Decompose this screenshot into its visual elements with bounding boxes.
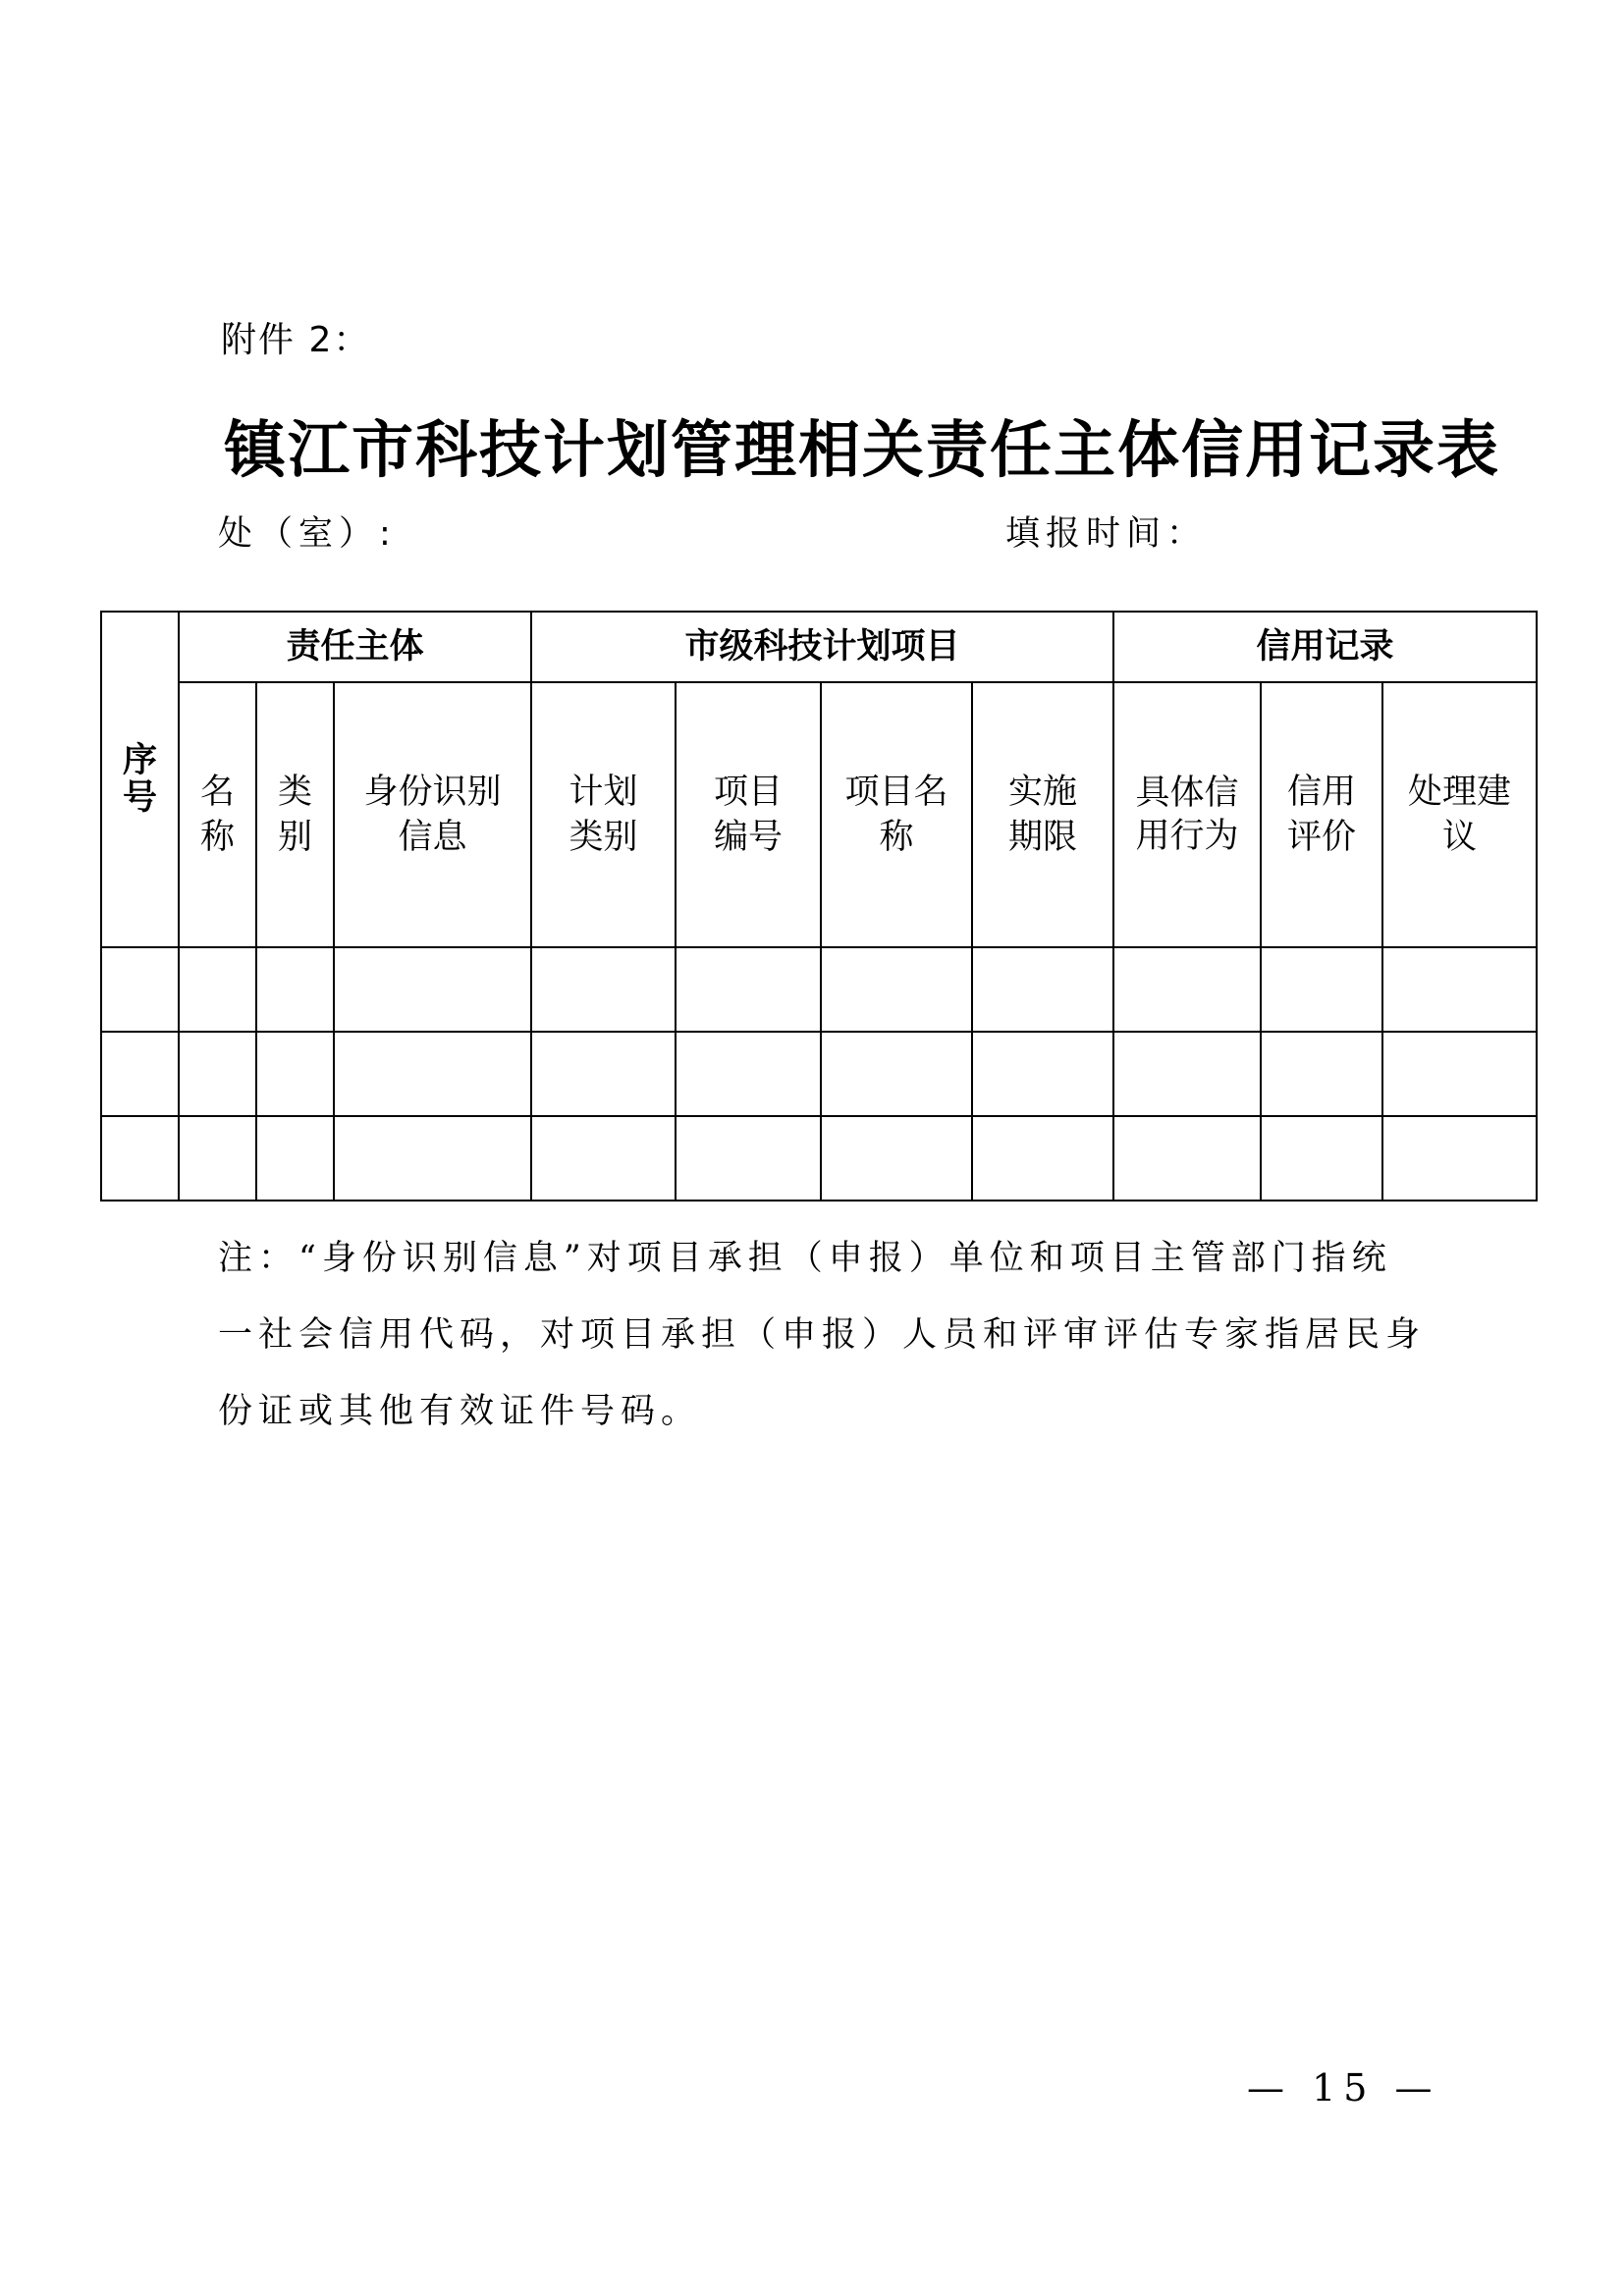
footnote: 注：“身份识别信息”对项目承担（申报）单位和项目主管部门指统一社会信用代码，对项目承担（申报）人员和评审评估专家指居民身份证或其他有效证件号码。 — [218, 1239, 1427, 1431]
fill-time-label: 填报时间： — [1005, 514, 1208, 554]
header-group-credit: 信用记录 — [1113, 612, 1537, 682]
header-handling-suggestion: 处理建议 — [1408, 773, 1512, 857]
office-label: 处（室）: — [218, 514, 397, 554]
credit-record-table — [100, 611, 1538, 1201]
document-title: 镇江市科技计划管理相关责任主体信用记录表 — [224, 413, 1500, 486]
header-seq: 序号 — [101, 612, 179, 947]
header-credit-behavior: 具体信用行为 — [1135, 774, 1239, 856]
header-implementation-period: 实施期限 — [1008, 773, 1078, 857]
attachment-label: 附件 2： — [221, 320, 371, 360]
table-row — [101, 947, 1537, 1032]
page-number: — 15 — — [1247, 2066, 1440, 2109]
header-project-name: 项目名称 — [844, 773, 948, 857]
table-row — [101, 1032, 1537, 1116]
header-name: 名称 — [199, 773, 235, 857]
header-identity-info: 身份识别信息 — [363, 773, 502, 857]
header-category: 类别 — [277, 773, 312, 857]
header-plan-category: 计划类别 — [568, 773, 638, 857]
header-credit-evaluation: 信用评价 — [1287, 773, 1357, 857]
header-group-project: 市级科技计划项目 — [531, 612, 1113, 682]
header-project-number: 项目编号 — [714, 773, 784, 857]
header-group-subject: 责任主体 — [179, 612, 531, 682]
table-row — [101, 1116, 1537, 1201]
